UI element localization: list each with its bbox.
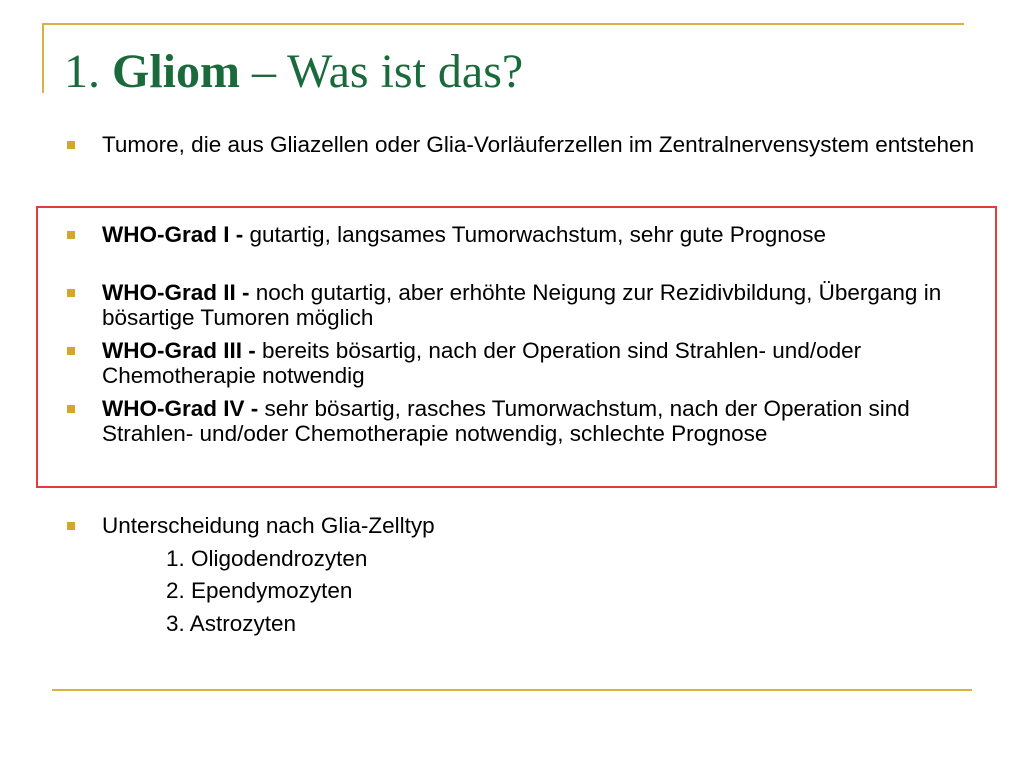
bullet-icon <box>67 289 75 297</box>
who-grade-label: WHO-Grad IV - <box>102 396 259 421</box>
who-grade-label: WHO-Grad II - <box>102 280 250 305</box>
who-grade-text: sehr bösartig, rasches Tumorwachstum, nach der Operation sind Strahlen- und/oder Chemotherapie notwendig, schlechte Prognose <box>102 396 910 446</box>
who-grade-text: gutartig, langsames Tumorwachstum, sehr gute Prognose <box>249 222 827 247</box>
glia-type-item: 2. Ependymozyten <box>166 578 353 603</box>
who-grade-text: bereits bösartig, nach der Operation sind Strahlen- und/oder Chemotherapie notwendig <box>102 338 862 388</box>
bullet-icon <box>67 231 75 239</box>
bullet-icon <box>67 405 75 413</box>
bullet-icon <box>67 141 75 149</box>
glia-type-item: 3. Astrozyten <box>166 611 297 636</box>
who-grade-label: WHO-Grad III - <box>102 338 256 363</box>
title-bold: Gliom <box>112 45 240 98</box>
intro-text: Tumore, die aus Gliazellen oder Glia-Vorläuferzellen im Zentralnervensystem entstehen <box>102 132 975 157</box>
glia-type-item: 1. Oligodendrozyten <box>166 546 368 571</box>
title-number: 1. <box>64 45 100 98</box>
bullet-icon <box>67 347 75 355</box>
who-grade-text: noch gutartig, aber erhöhte Neigung zur Rezidivbildung, Übergang in bösartige Tumoren möglich <box>102 280 942 330</box>
glia-type-heading: Unterscheidung nach Glia-Zelltyp <box>102 513 435 538</box>
who-grade-2 <box>102 280 982 330</box>
slide-title <box>64 44 523 100</box>
top-accent-line <box>42 23 964 25</box>
title-rest: – Was ist das? <box>252 45 524 98</box>
left-accent-line <box>42 23 44 93</box>
who-grade-1 <box>102 222 982 247</box>
bullet-icon <box>67 522 75 530</box>
bottom-accent-line <box>52 689 972 691</box>
who-grade-label: WHO-Grad I - <box>102 222 244 247</box>
who-grade-4 <box>102 396 982 446</box>
who-grade-3 <box>102 338 982 388</box>
